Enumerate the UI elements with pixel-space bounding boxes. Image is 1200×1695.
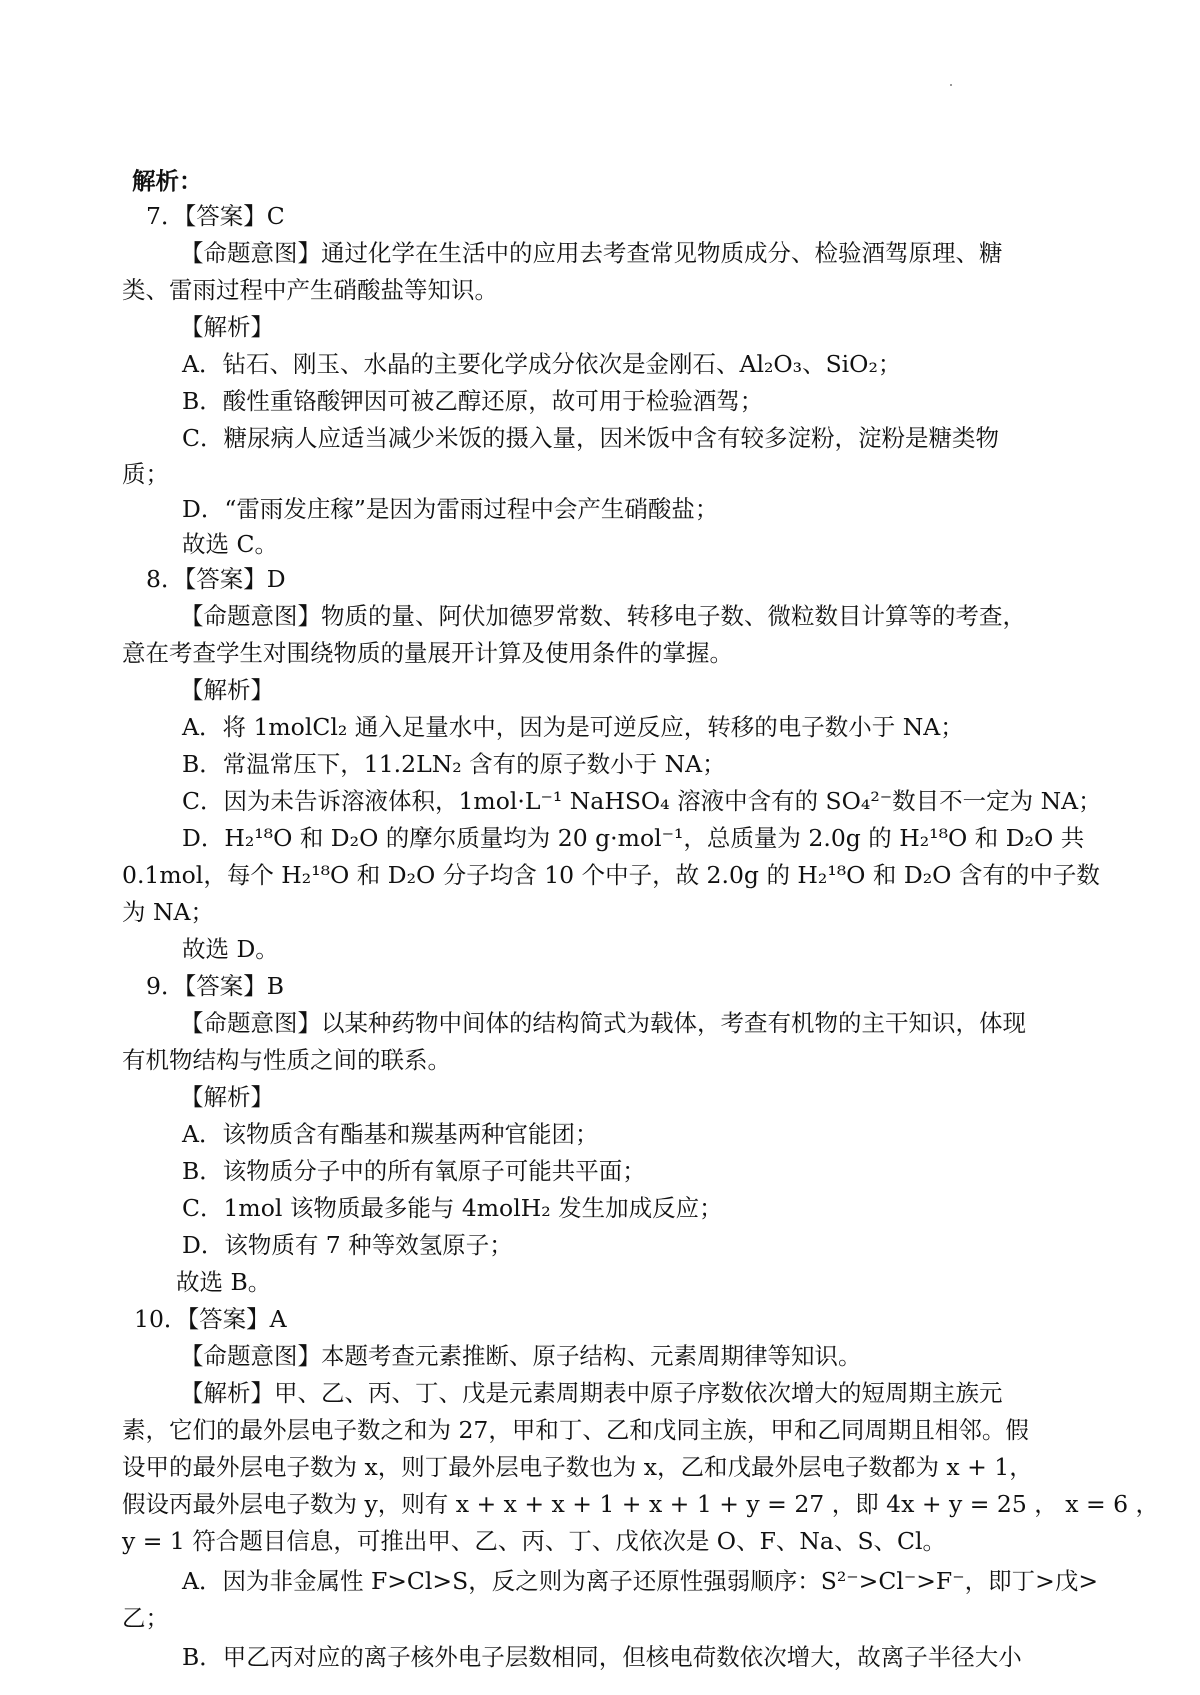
text-line: 为 NA； xyxy=(122,898,215,926)
scan-speck xyxy=(950,84,952,86)
analysis-10: 【解析】甲、乙、丙、丁、戊是元素周期表中原子序数依次增大的短周期主族元 xyxy=(180,1379,1003,1407)
answer-9: 9．【答案】B xyxy=(146,972,284,1000)
option-b-10: B．甲乙丙对应的离子核外电子层数相同，但核电荷数依次增大，故离子半径大小 xyxy=(182,1643,1022,1671)
intent-8: 【命题意图】物质的量、阿伏加德罗常数、转移电子数、微粒数目计算等的考查， xyxy=(180,602,1026,630)
option-a-9: A．该物质含有酯基和羰基两种官能团； xyxy=(182,1120,599,1148)
text-line: 质； xyxy=(122,460,169,488)
page-heading: 解析： xyxy=(132,167,203,195)
intent-10: 【命题意图】本题考查元素推断、原子结构、元素周期律等知识。 xyxy=(180,1342,862,1370)
text-line: 有机物结构与性质之间的联系。 xyxy=(122,1046,451,1074)
text-line: 设甲的最外层电子数为 x，则丁最外层电子数也为 x，乙和戊最外层电子数都为 x + 1， xyxy=(122,1453,1033,1481)
conclusion-9: 故选 B。 xyxy=(176,1268,272,1296)
analysis-label-7: 【解析】 xyxy=(180,313,274,341)
option-c-7: C．糖尿病人应适当减少米饭的摄入量，因米饭中含有较多淀粉，淀粉是糖类物 xyxy=(182,424,999,452)
option-d-7: D．“雷雨发庄稼”是因为雷雨过程中会产生硝酸盐； xyxy=(182,495,719,523)
text-line: 类、雷雨过程中产生硝酸盐等知识。 xyxy=(122,276,498,304)
intent-9: 【命题意图】以某种药物中间体的结构简式为载体，考查有机物的主干知识，体现 xyxy=(180,1009,1026,1037)
option-a-10: A．因为非金属性 F>Cl>S，反之则为离子还原性强弱顺序：S²⁻>Cl⁻>F⁻，即丁>戊> xyxy=(182,1567,1099,1595)
option-a-8: A．将 1molCl₂ 通入足量水中，因为是可逆反应，转移的电子数小于 NA； xyxy=(182,713,964,741)
answer-7: 7．【答案】C xyxy=(146,202,285,230)
option-b-8: B．常温常压下，11.2LN₂ 含有的原子数小于 NA； xyxy=(182,750,726,778)
option-b-7: B．酸性重铬酸钾因可被乙醇还原，故可用于检验酒驾； xyxy=(182,387,764,415)
option-d-9: D．该物质有 7 种等效氢原子； xyxy=(182,1231,513,1259)
answer-8: 8．【答案】D xyxy=(146,565,286,593)
answer-10: 10．【答案】A xyxy=(134,1305,287,1333)
option-a-7: A．钻石、刚玉、水晶的主要化学成分依次是金刚石、Al₂O₃、SiO₂； xyxy=(182,350,902,378)
text-line: 意在考查学生对围绕物质的量展开计算及使用条件的掌握。 xyxy=(122,639,733,667)
intent-7: 【命题意图】通过化学在生活中的应用去考查常见物质成分、检验酒驾原理、糖 xyxy=(180,239,1003,267)
option-c-8: C．因为未告诉溶液体积，1mol·L⁻¹ NaHSO₄ 溶液中含有的 SO₄²⁻数目不一定为 NA； xyxy=(182,787,1102,815)
option-d-8: D．H₂¹⁸O 和 D₂O 的摩尔质量均为 20 g·mol⁻¹，总质量为 2.0g 的 H₂¹⁸O 和 D₂O 共 xyxy=(182,824,1085,852)
text-line: 假设丙最外层电子数为 y，则有 x + x + x + 1 + x + 1 + y = 27 ，即 4x + y = 25 ， x = 6 ， xyxy=(122,1490,1160,1518)
conclusion-7: 故选 C。 xyxy=(182,530,278,558)
analysis-label-9: 【解析】 xyxy=(180,1083,274,1111)
text-line: y = 1 符合题目信息，可推出甲、乙、丙、丁、戊依次是 O、F、Na、S、Cl。 xyxy=(122,1527,947,1555)
option-b-9: B．该物质分子中的所有氧原子可能共平面； xyxy=(182,1157,646,1185)
analysis-label-8: 【解析】 xyxy=(180,676,274,704)
text-line: 乙； xyxy=(122,1604,169,1632)
text-line: 0.1mol，每个 H₂¹⁸O 和 D₂O 分子均含 10 个中子，故 2.0g 的 H₂¹⁸O 和 D₂O 含有的中子数 xyxy=(122,861,1100,889)
option-c-9: C．1mol 该物质最多能与 4molH₂ 发生加成反应； xyxy=(182,1194,723,1222)
text-line: 素，它们的最外层电子数之和为 27，甲和丁、乙和戊同主族，甲和乙同周期且相邻。假 xyxy=(122,1416,1029,1444)
conclusion-8: 故选 D。 xyxy=(182,935,279,963)
